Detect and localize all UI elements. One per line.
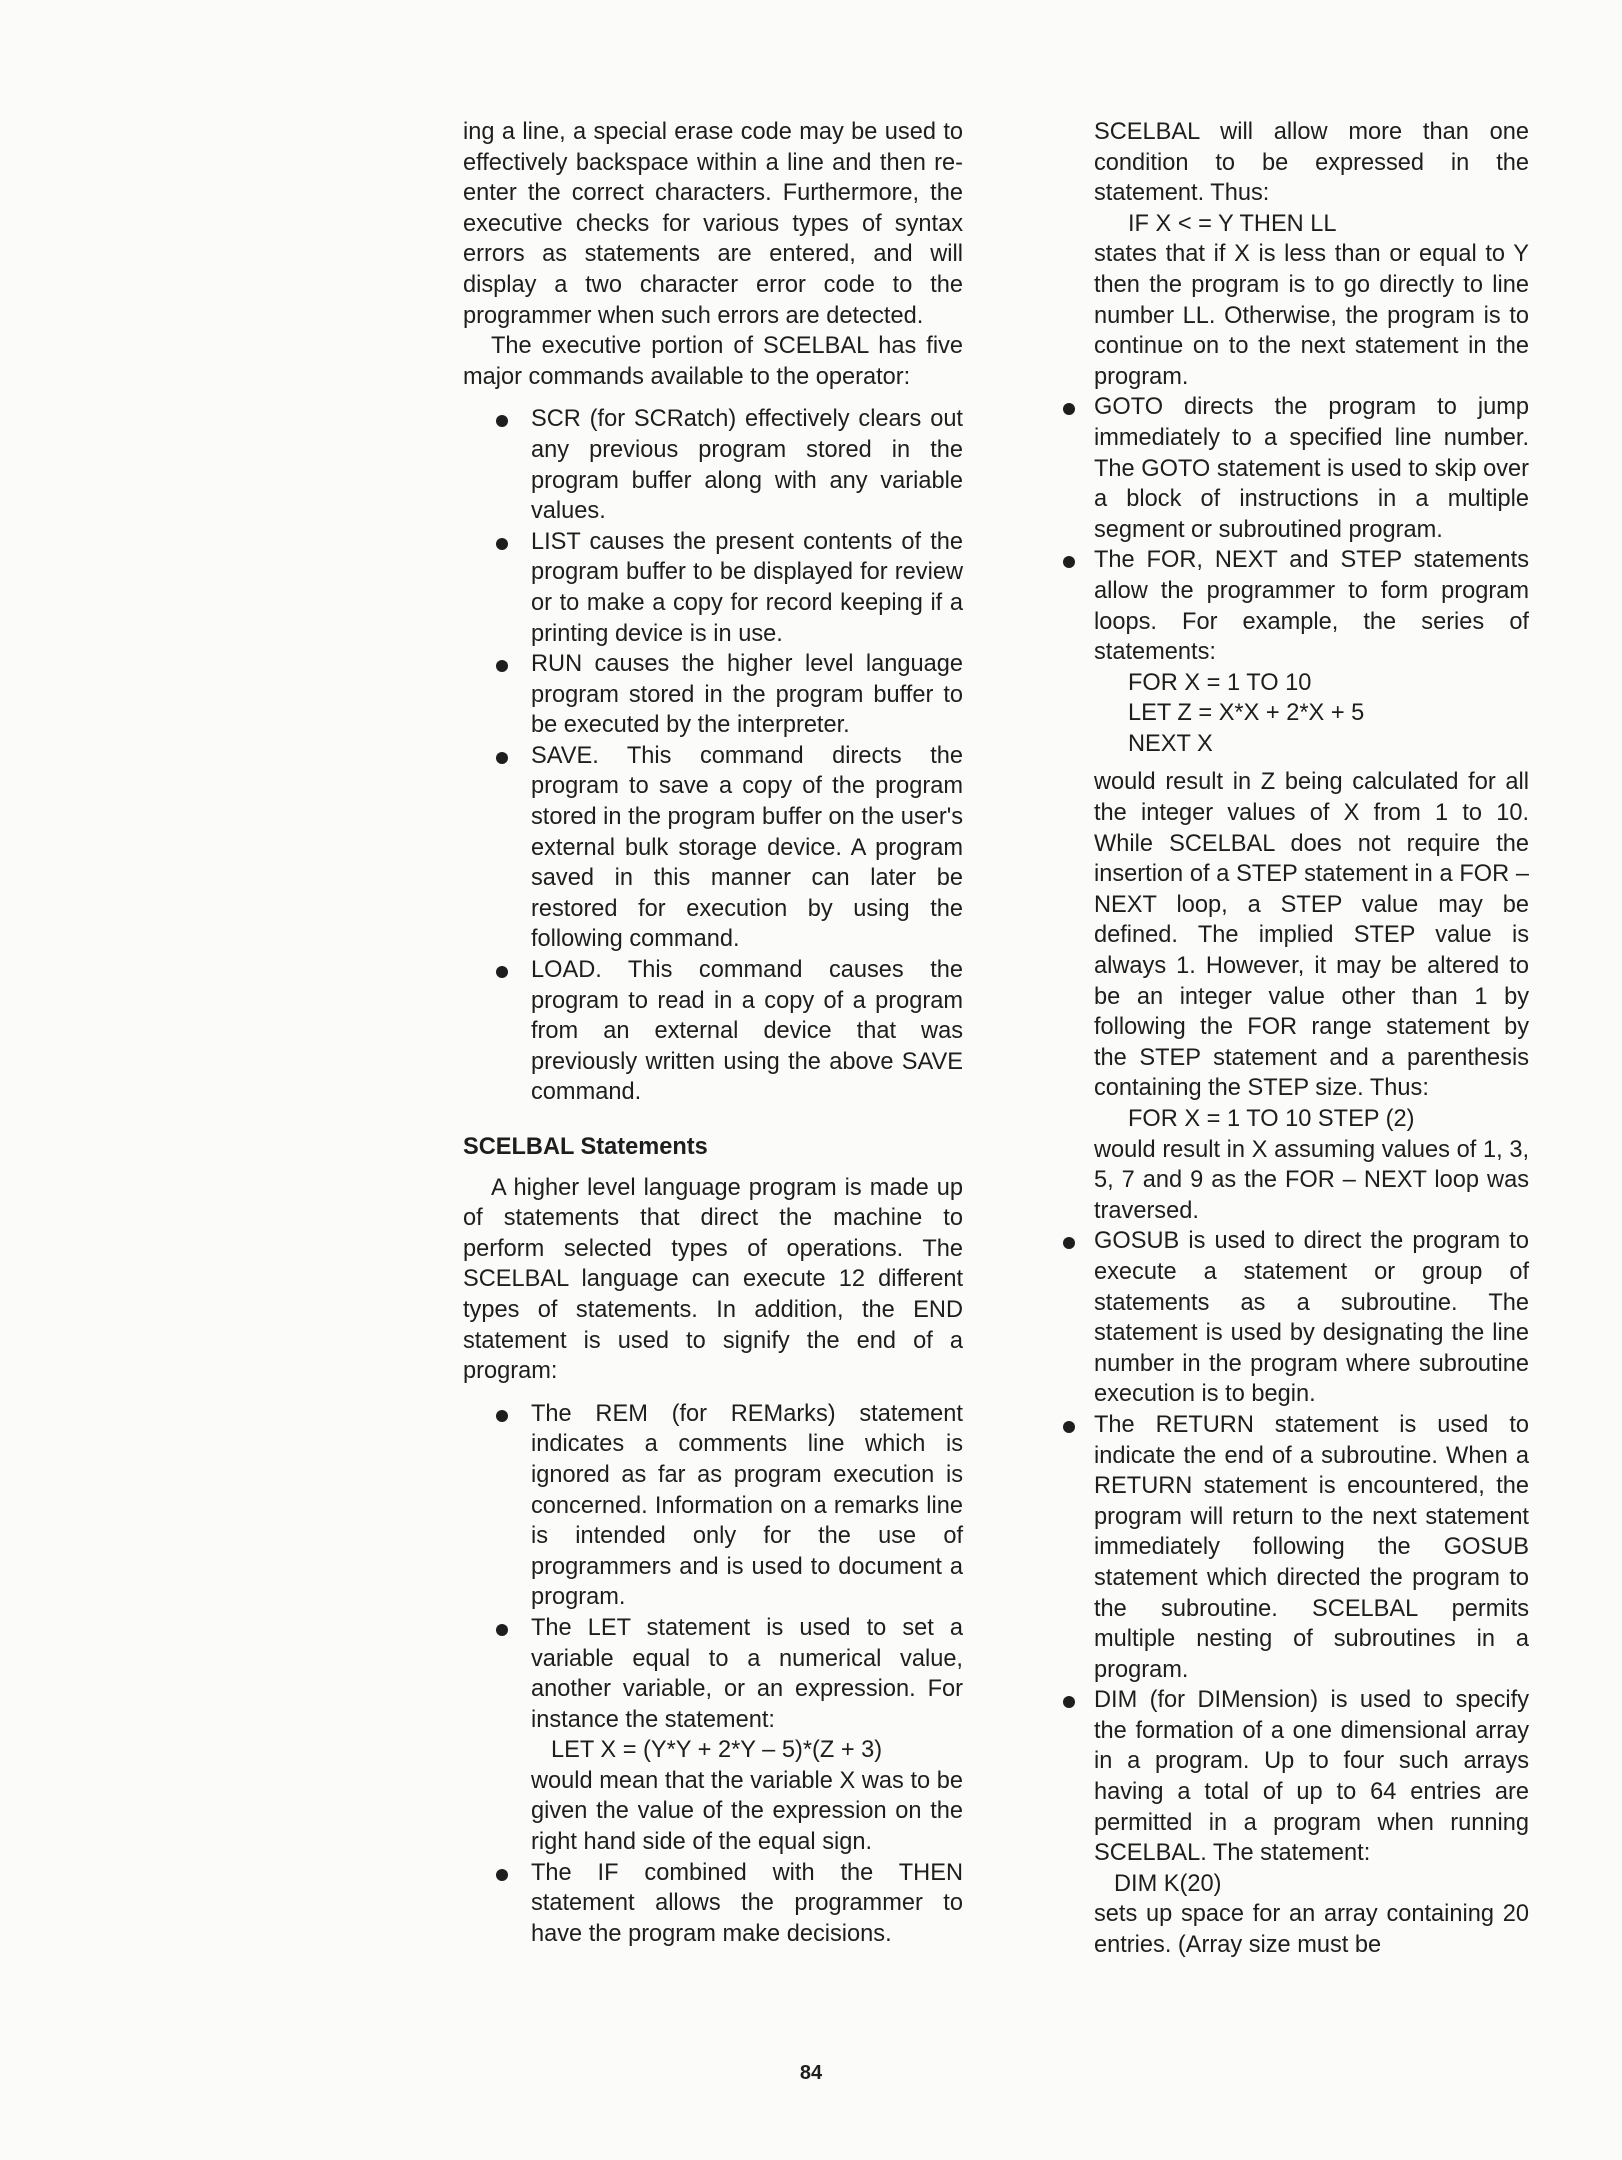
if-code: IF X < = Y THEN LL (1128, 210, 1337, 237)
if-continued: SCELBAL will allow more than one condition to be expressed in the statement. Thus: (1094, 119, 1529, 207)
statement-rem: The REM (for REMarks) statement indicates a comments line which is ignored as far as program execution is concerned. Information on a remarks line is intended only for the use of programmers and is used to document a program. (531, 1399, 963, 1613)
section-heading: SCELBAL Statements (463, 1134, 708, 1160)
statement-list-right (1094, 392, 1529, 1960)
statement-let (531, 1613, 963, 1858)
statement-gosub: GOSUB is used to direct the program to execute a statement or group of statements as a subroutine. The statement is used by designating the line number in the program where subroutine execution is to begin. (1094, 1226, 1529, 1410)
let-after: would mean that the variable X was to be given the value of the expression on the right hand side of the equal sign. (531, 1767, 963, 1856)
paragraph-intro: ing a line, a special erase code may be used to effectively backspace within a line and then re-enter the correct characters. Furthermore, the executive checks for various types of syntax errors as statements are entered, and will display a two character error code to the programmer when such errors are detected. (463, 119, 963, 329)
statement-list-left (463, 1399, 963, 1950)
statement-for (1094, 545, 1529, 1226)
for-intro: The FOR, NEXT and STEP statements allow the programmer to form program loops. For example, the series of statements: (1094, 547, 1529, 666)
paragraph-statements-intro: A higher level language program is made up of statements that direct the machine to perform selected types of operations. The SCELBAL language can execute 12 different types of statements. In addition, the END statement is used to signify the end of a program: (463, 1174, 963, 1385)
statement-dim (1094, 1685, 1529, 1960)
for-after: would result in Z being calculated for all the integer values of X from 1 to 10. While SCELBAL does not require the insertion of a STEP statement in a FOR – NEXT loop, a STEP value may be defined. The implied STEP value is always 1. However, it may be altered to be an integer value other than 1 by following the FOR range statement by the STEP statement and a parenthesis containing the STEP size. Thus: (1094, 769, 1529, 1102)
step-code: FOR X = 1 TO 10 STEP (2) (1128, 1106, 1415, 1132)
dim-code: DIM K(20) (1114, 1870, 1222, 1897)
statement-goto: GOTO directs the program to jump immediately to a specified line number. The GOTO statement is used to skip over a block of instructions in a multiple segment or subroutined program. (1094, 392, 1529, 545)
right-column (1094, 117, 1529, 1961)
command-save: SAVE. This command directs the program to save a copy of the program stored in the program buffer on the user's external bulk storage device. A program saved in this manner can later be restored for execution by using the following command. (531, 741, 963, 955)
paragraph-commands-intro: The executive portion of SCELBAL has five major commands available to the operator: (463, 333, 963, 390)
command-list-item: LIST causes the present contents of the program buffer to be displayed for review or to make a copy for record keeping if a printing device is in use. (531, 527, 963, 649)
command-scr: SCR (for SCRatch) effectively clears out any previous program stored in the program buffer along with any variable values. (531, 404, 963, 526)
dim-after: sets up space for an array containing 20 entries. (Array size must be (1094, 1901, 1529, 1959)
for-code-line-3: NEXT X (1128, 730, 1213, 757)
if-after: states that if X is less than or equal to Y then the program is to go directly to line number LL. Otherwise, the program is to continue on to the next statement in the program. (1094, 241, 1529, 390)
let-code: LET X = (Y*Y + 2*Y – 5)*(Z + 3) (551, 1737, 883, 1764)
let-intro: The LET statement is used to set a variable equal to a numerical value, another variable, or an expression. For instance the statement: (531, 1614, 963, 1733)
command-run: RUN causes the higher level language program stored in the program buffer to be executed by the interpreter. (531, 649, 963, 741)
command-list (463, 404, 963, 1108)
left-column (463, 117, 963, 1959)
command-load: LOAD. This command causes the program to read in a copy of a program from an external device that was previously written using the above SAVE command. (531, 955, 963, 1108)
for-code-line-1: FOR X = 1 TO 10 (1128, 669, 1312, 696)
page-number: 84 (799, 2062, 823, 2084)
statement-if: The IF combined with the THEN statement allows the programmer to have the program make decisions. (531, 1858, 963, 1950)
statement-return: The RETURN statement is used to indicate the end of a subroutine. When a RETURN statement is encountered, the program will return to the next statement immediately following the GOSUB statement which directed the program to the subroutine. SCELBAL permits multiple nesting of subroutines in a program. (1094, 1410, 1529, 1685)
step-after: would result in X assuming values of 1, 3, 5, 7 and 9 as the FOR – NEXT loop was traversed. (1094, 1136, 1529, 1224)
dim-intro: DIM (for DIMension) is used to specify the formation of a one dimensional array in a program. Up to four such arrays having a total of up to 64 entries are permitted in a program when running SCELBAL. The statement: (1094, 1687, 1529, 1867)
for-code-line-2: LET Z = X*X + 2*X + 5 (1128, 700, 1365, 727)
